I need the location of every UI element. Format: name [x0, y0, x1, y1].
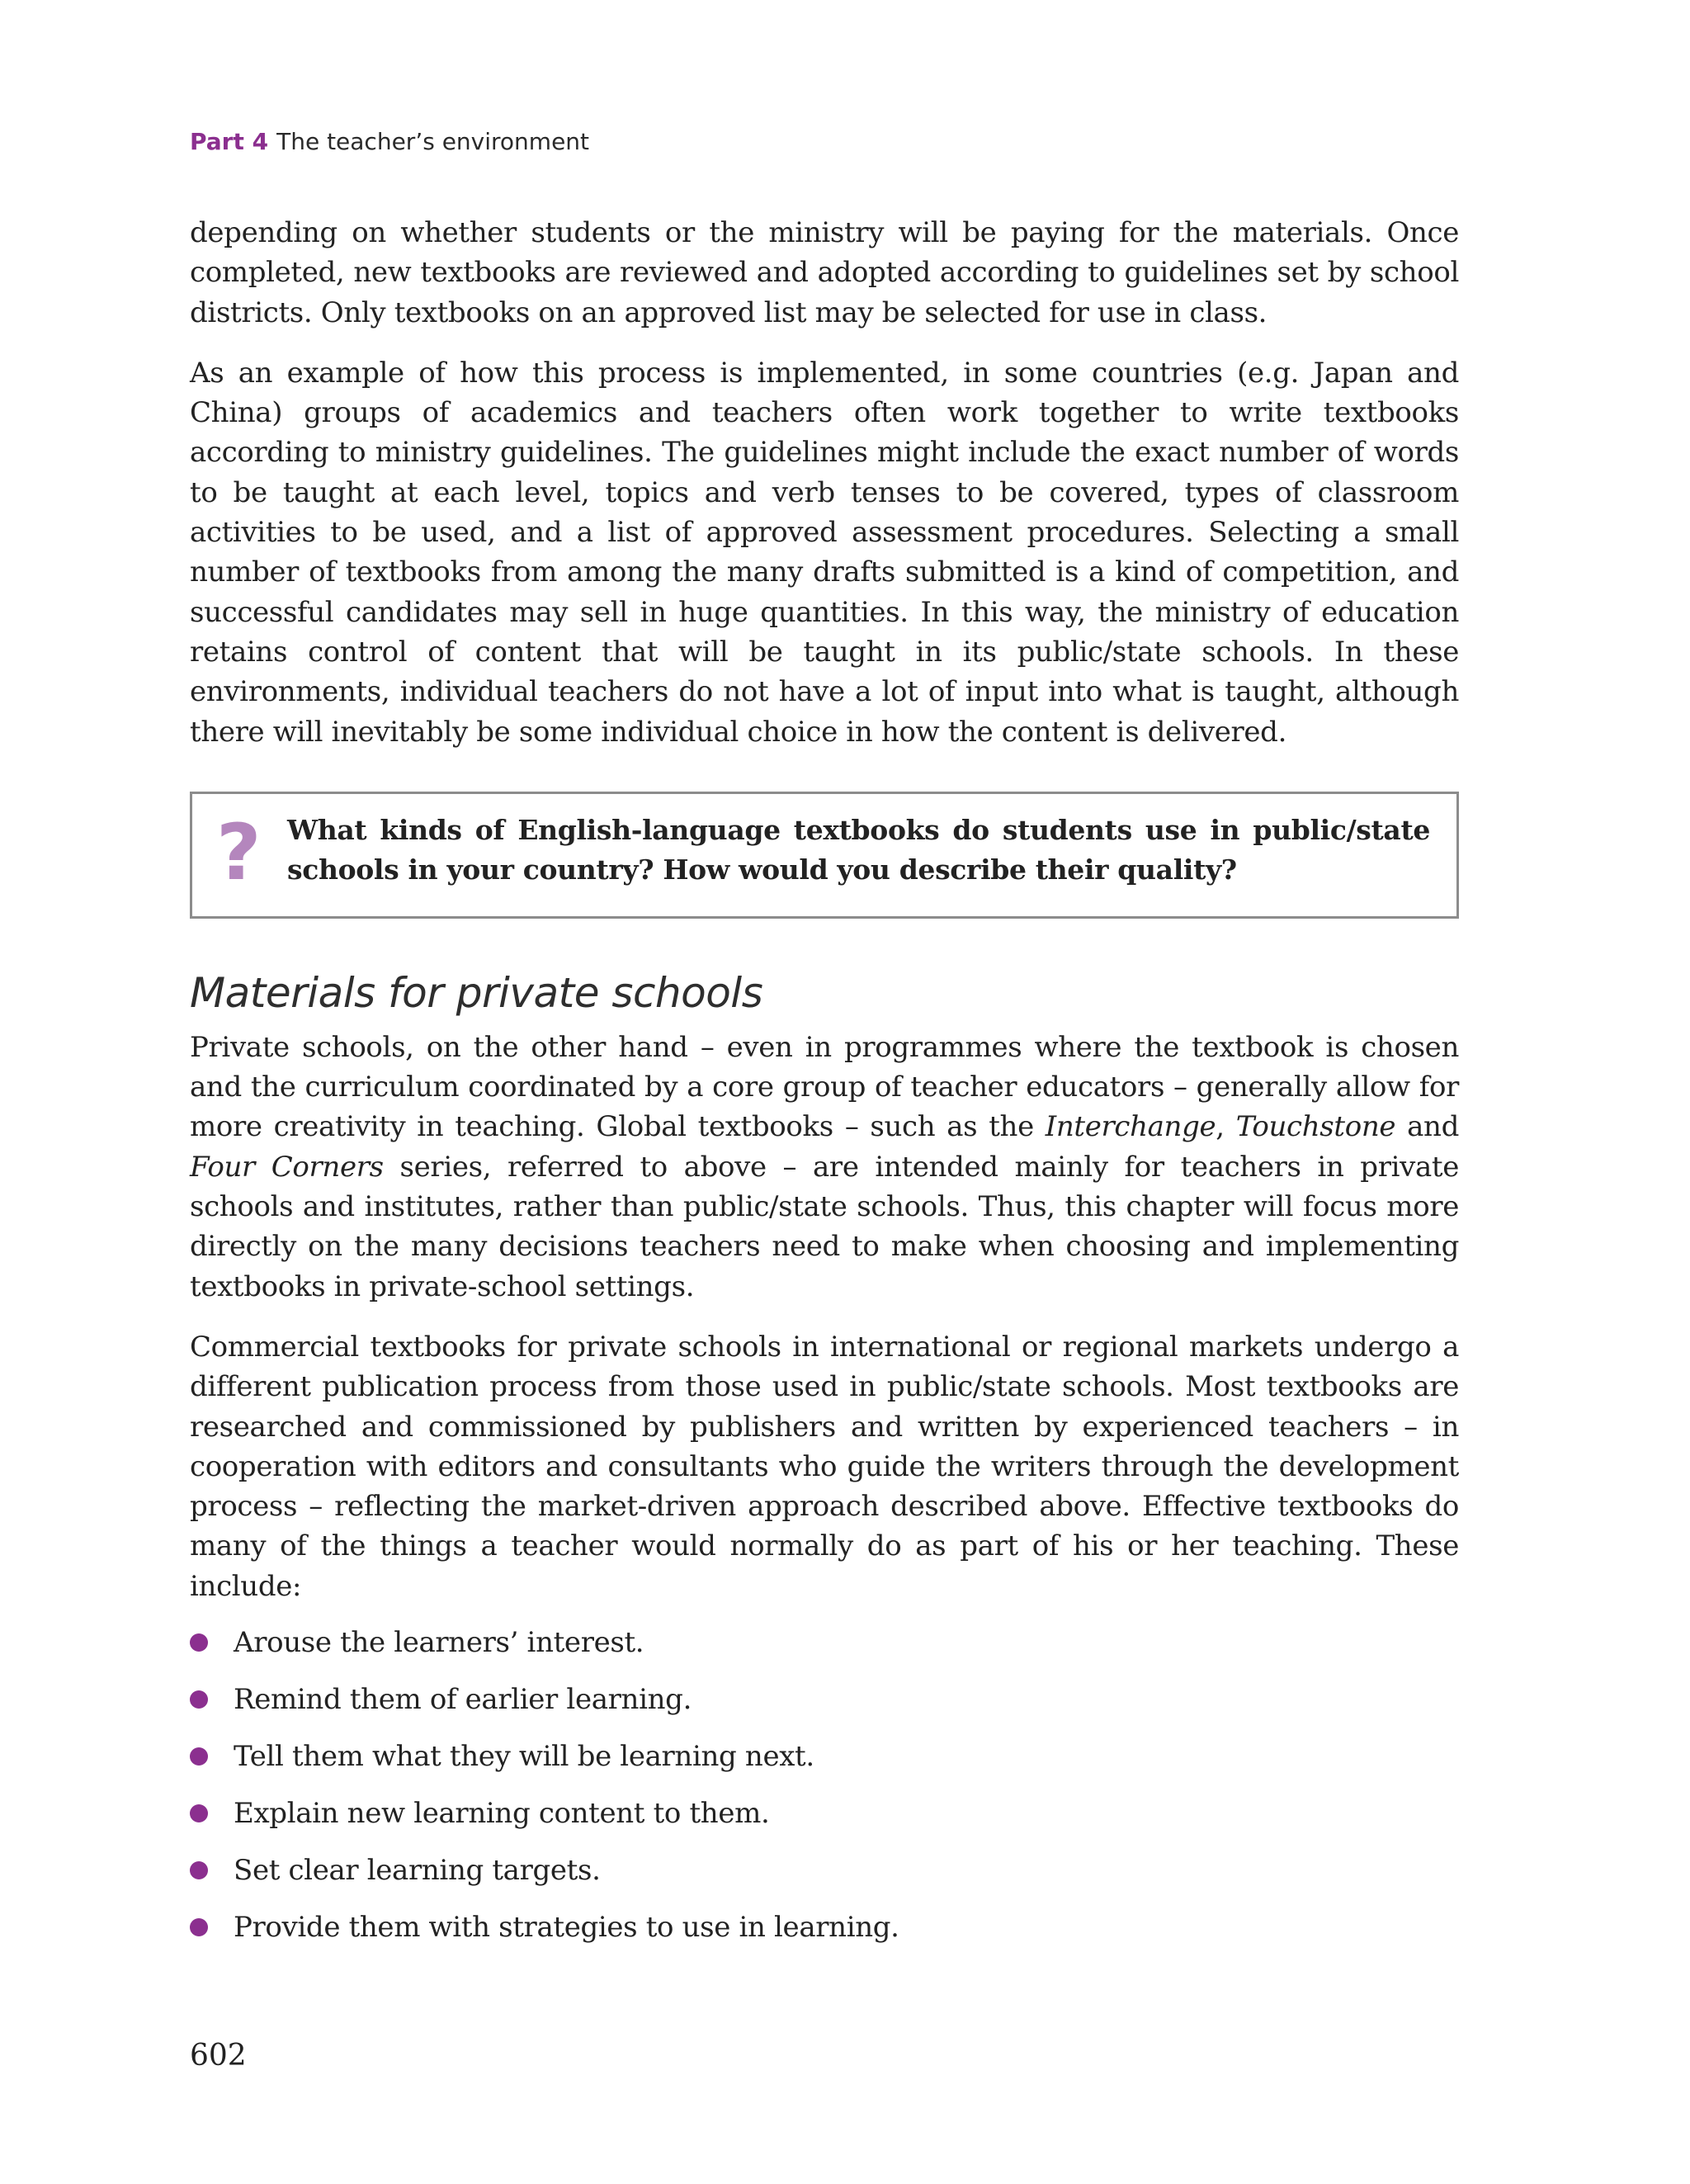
bullet-dot-icon — [190, 1747, 208, 1766]
page-content — [190, 213, 1459, 1965]
bullet-list — [190, 1623, 1459, 1948]
list-item-text: Explain new learning content to them. — [234, 1797, 770, 1831]
bullet-dot-icon — [190, 1690, 208, 1709]
running-head-title: The teacher’s environment — [276, 128, 590, 155]
list-item — [190, 1851, 1459, 1890]
separator: , — [1216, 1110, 1236, 1144]
list-item-text: Remind them of earlier learning. — [234, 1683, 692, 1717]
paragraph-text: series, referred to above – are intended mainly for teachers in private schools and institutes, rather than public/state schools. Thus, this chapter will focus more directly on the many decisions teachers need to make when choosing and implementing textbooks in private-school settings. — [190, 1150, 1459, 1303]
reflection-question: What kinds of English-language textbooks do students use in public/state schools in your country? How would you describe their quality? — [287, 813, 1430, 886]
page-number: 602 — [190, 2039, 247, 2073]
part-label: Part 4 — [190, 128, 269, 155]
question-mark-icon: ? — [216, 807, 262, 898]
bullet-dot-icon — [190, 1804, 208, 1822]
list-item — [190, 1907, 1459, 1947]
body-paragraph-2: As an example of how this process is implemented, in some countries (e.g. Japan and China) groups of academics and teachers often work together to write textbooks according to ministry guidelines. The guidelines might include the exact number of words to be taught at each level, topics and verb tenses to be covered, types of classroom activities to be used, and a list of approved assessment procedures. Selecting a small number of textbooks from among the many drafts submitted is a kind of competition, and successful candidates may sell in huge quantities. In this way, the ministry of education retains control of content that will be taught in its public/state schools. In these environments, individual teachers do not have a lot of input into what is taught, although there will inevitably be some individual choice in how the content is delivered. — [190, 356, 1459, 749]
list-item — [190, 1737, 1459, 1776]
paragraph-text: Private schools, on the other hand – even in programmes where the textbook is chosen and the curriculum coordinated by a core group of teacher educators – generally allow for more creativity in teaching. Global textbooks – such as the — [190, 1030, 1459, 1144]
series-title-four-corners: Four Corners — [190, 1150, 384, 1184]
list-item — [190, 1680, 1459, 1719]
list-item-text: Arouse the learners’ interest. — [234, 1626, 644, 1660]
list-item-text: Set clear learning targets. — [234, 1854, 601, 1888]
body-paragraph-1: depending on whether students or the ministry will be paying for the materials. Once completed, new textbooks are reviewed and adopted according to guidelines set by school districts. Only textbooks on an approved list may be selected for use in class. — [190, 216, 1459, 329]
list-item — [190, 1794, 1459, 1833]
reflection-box — [190, 792, 1459, 919]
body-paragraph-3 — [190, 1028, 1459, 1307]
list-item-text: Tell them what they will be learning next. — [234, 1740, 814, 1774]
series-title-interchange: Interchange — [1045, 1110, 1216, 1144]
list-item-text: Provide them with strategies to use in learning. — [234, 1911, 899, 1945]
separator: and — [1395, 1110, 1459, 1144]
list-item — [190, 1623, 1459, 1662]
bullet-dot-icon — [190, 1633, 208, 1652]
section-heading: Materials for private schools — [190, 968, 763, 1017]
bullet-dot-icon — [190, 1918, 208, 1936]
body-paragraph-4: Commercial textbooks for private schools in international or regional markets undergo a different publication process from those used in public/state schools. Most textbooks are researched and commissioned by publishers and written by experienced teachers – in cooperation with editors and consultants who guide the writers through the development process – reflecting the market-driven approach described above. Effective textbooks do many of the things a teacher would normally do as part of his or her teaching. These include: — [190, 1330, 1459, 1603]
series-title-touchstone: Touchstone — [1235, 1110, 1396, 1144]
running-head — [190, 128, 589, 155]
bullet-dot-icon — [190, 1861, 208, 1879]
